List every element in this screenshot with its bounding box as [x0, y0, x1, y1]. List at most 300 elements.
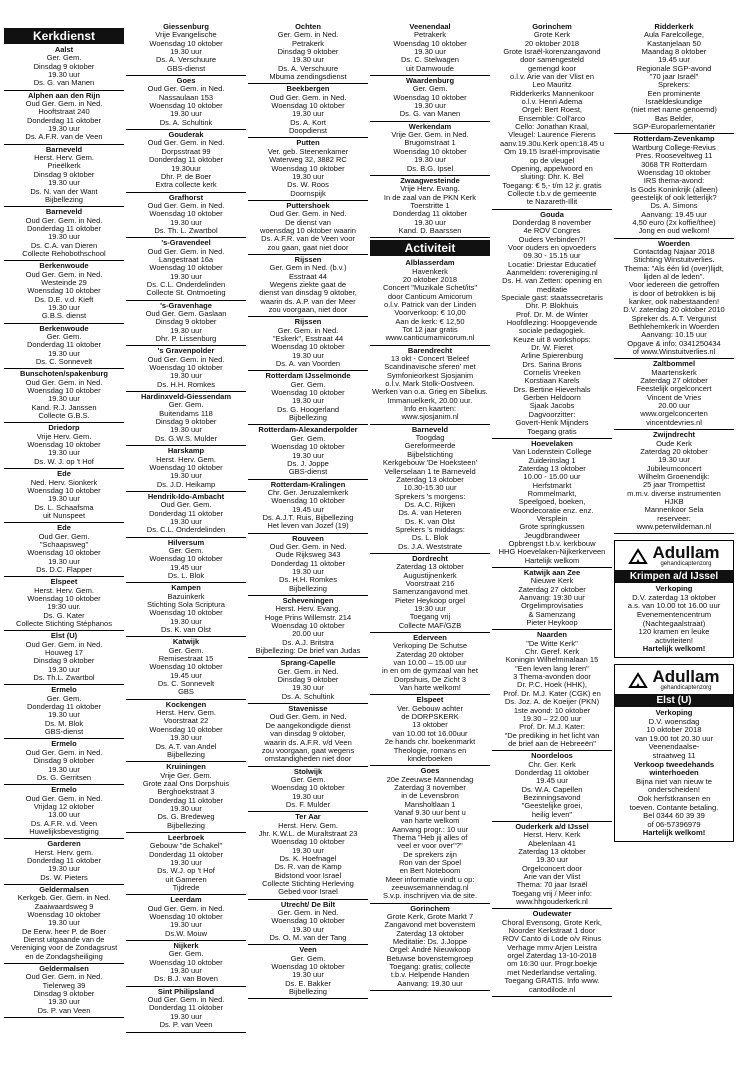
listing-line: Oud Ger. Gem. in Ned. [147, 201, 225, 210]
listing-line: 19.30 uur [292, 567, 324, 576]
listing-line: Hoofdlezing: Hoopgevende [506, 319, 598, 328]
listing-place: Elspeet [50, 577, 78, 587]
listing-line: Oud Ger. Gem. in Ned. [25, 100, 103, 109]
listing-line: Vrije Herv. Evang. [400, 185, 460, 194]
listing-line: Grote Kerk [533, 31, 571, 40]
listing-line: Petrakerk [413, 31, 447, 40]
listing-line: Ouders Verbinden?! [518, 235, 586, 244]
listing-line: Herst. Herv. Evang. [275, 605, 341, 614]
listing-line: Wartburg College-Revius [632, 143, 716, 152]
listing-line: 19.30 uur [48, 303, 80, 312]
listing-line: Herst. Herv. Gem. [34, 154, 94, 163]
listing-line: HHG Hoevelaken-Nijkerkerveen [498, 548, 606, 557]
listing-place: Barneveld [45, 207, 83, 217]
listing-line: Herst. Herv. Gem. [34, 586, 94, 595]
listing-line: Dinsdag 9 oktober [33, 990, 95, 999]
listing-line: Ds. R. van de Kamp [274, 863, 342, 872]
listing-line: Toegang GRATIS. Info www. [504, 977, 600, 986]
listing-place: Giessenburg [163, 22, 209, 31]
listing-line: Choral Evensong, Grote Kerk, [501, 918, 603, 927]
listing-line: SGP-Europarlementariër [632, 123, 716, 132]
listing-place: Garderen [47, 839, 81, 849]
listing-line: Ds. G.W.S. Mulder [154, 434, 218, 443]
listing-line: De Eerw. heer P. de Boer [21, 927, 107, 936]
listing-line: Dhr. P. Blokhuis [525, 302, 579, 311]
listing-line: Woensdag 10 oktober [149, 264, 223, 273]
listing-line: Sprekers: [657, 81, 691, 90]
listing-line: Vereniging voor de Zondagsrust [10, 944, 118, 953]
listing-line: Ds. A. Verschuure [277, 64, 339, 73]
listing-line: Dinsdag 9 oktober [277, 676, 339, 685]
ad-line: 120 kramen en leuke [638, 628, 710, 637]
listing-line: Zaterdag 27 oktober [518, 585, 586, 594]
listing-place: Elspeet [416, 695, 444, 705]
listing-line: Bethlehemkerk in Woerden [628, 323, 720, 332]
listing-line: ROV Canto di Lode o/v Rinus [502, 935, 602, 944]
listing-line: Vellerselaan 1 te Barneveld [384, 467, 476, 476]
listing-place: Gorinchem [410, 903, 450, 913]
column-5 [492, 22, 612, 997]
listing-line: Donderdag 11 oktober [26, 341, 102, 350]
listing-line: Mbuma zendingsdienst [269, 73, 347, 82]
listing-entry [248, 658, 368, 704]
listing-line: Ds. A.F.R. van de Veen [25, 133, 103, 142]
listing-place: Kruiningen [166, 762, 206, 772]
listing-line: Ds. K. van Olst [160, 626, 211, 635]
listing-entry [4, 885, 124, 964]
listing-line: Vrijdag 12 oktober [33, 802, 95, 811]
listing-line: Hoge Prins Willemstr. 214 [264, 613, 352, 622]
listing-line: Oud Ger. Gem. in Ned. [25, 216, 103, 225]
listing-line: Sprekers 's middags: [395, 525, 465, 534]
listing-line: Bas Belder, [654, 114, 694, 123]
column-1 [4, 45, 124, 1018]
listing-line: Toegang vrij / Meer info: [511, 889, 593, 898]
ad-line: Hartelijk welkom! [642, 829, 706, 838]
listing-entry [126, 583, 246, 637]
listing-line: Ds. G. Bredeweg [157, 813, 215, 822]
listing-entry [248, 767, 368, 813]
listing-line: geestelijk of ook letterlijk? [631, 193, 717, 202]
listing-entry [126, 193, 246, 239]
listing-line: Wilhelm Groenendijk: [638, 472, 710, 481]
listing-line: Ds. J. Joppe [287, 459, 329, 468]
listing-place: Naarden [536, 630, 567, 640]
listing-line: 19.45 uur [170, 563, 202, 572]
listing-line: van harte welkom [400, 817, 460, 826]
listing-entry [248, 425, 368, 479]
listing-entry [126, 492, 246, 538]
listing-line: Toerstritte 1 [410, 201, 450, 210]
listing-line: Ger. Gem. in Ned. [277, 326, 339, 335]
listing-line: Pieter Heykoop orgel [394, 596, 466, 605]
listing-line: Hooftstraat 240 [38, 108, 90, 117]
listing-line: Leo Mauritz [532, 81, 572, 90]
listing-line: Oude Kerk [656, 439, 692, 448]
listing-line: 19.30 uur [170, 921, 202, 930]
listing-entry [126, 238, 246, 300]
listing-line: Stichting Sola Scriptura [147, 601, 225, 609]
section-header-kerkdienst: Kerkdienst [4, 28, 124, 44]
ad-line: onderscheiden! [648, 786, 700, 795]
listing-entry [614, 239, 734, 360]
listing-line: Bijbellezing [289, 414, 327, 423]
column-6 [614, 22, 734, 842]
listing-line: 25 jaar Trompettist [642, 481, 706, 490]
listing-line: Zaterdag 3 november [394, 783, 466, 792]
listing-place: Geldermalsen [39, 964, 89, 974]
listing-line: Ds. L. Blok [411, 534, 449, 543]
listing-line: om 16:30 uur. Progr.boekje [506, 960, 598, 969]
listing-line: 2e hands chr. boekenmarkt [384, 738, 476, 747]
listing-line: Oud Ger. Gem. [160, 501, 212, 510]
listing-line: o.l.v. Arie van der Vlist en [509, 73, 595, 82]
listing-line: uit Damwoude [406, 64, 454, 73]
listing-line: Feestelijk orgelconcert [636, 385, 712, 394]
listing-line: Collecte MAF/GZB [398, 621, 462, 630]
adullam-advertisement [614, 664, 734, 842]
listing-line: 19.30 uur [48, 233, 80, 242]
listing-line: Woensdag 10 oktober [149, 958, 223, 967]
listing-line: Is Gods Koninkrijk (alleen) [630, 185, 718, 194]
listing-line: door Canticum Amicorum [387, 292, 473, 301]
listing-line: Oud Ger. Gem. in Ned. [147, 85, 225, 94]
listing-line: Dinsdag 9 oktober [33, 757, 95, 766]
listing-place: Scheveningen [282, 596, 334, 605]
listing-line: Ds. G. van Manen [399, 110, 461, 119]
listing-line: en de Zondagsheiliging [25, 952, 103, 961]
listing-line: Van harte welkom! [399, 684, 461, 693]
listing-place: Nijkerk [173, 941, 199, 951]
listing-line: Ger. Gem. [290, 380, 326, 389]
listing-entry [4, 145, 124, 207]
listing-line: m.m.v. diverse instrumenten [627, 489, 721, 498]
listing-place: Aalst [54, 45, 74, 54]
listing-line: Augustijnenkerk [403, 571, 457, 580]
listing-entry [126, 833, 246, 895]
listing-place: Kampen [171, 583, 201, 593]
listing-entry [370, 425, 490, 554]
listing-line: Petrakerk [291, 39, 325, 48]
listing-line: 10.00 - 15.00 uur [523, 473, 581, 482]
listing-place: Sint Philipsland [157, 986, 215, 996]
listing-line: Donderdag 11 oktober [148, 1004, 224, 1013]
listing-line: Ds. M. Blok [44, 719, 84, 728]
listing-line: Oud Ger. Gem. in Ned. [25, 640, 103, 649]
listing-entry [370, 766, 490, 904]
listing-line: Locatie: Driestar Educatief [508, 260, 596, 269]
listing-line: Dorpsstraat 99 [161, 147, 211, 156]
section-header-activiteit: Activiteit [370, 240, 490, 256]
listing-line: Ger. Gem. [168, 546, 204, 555]
listing-line: 20e Zeeuwse Mannendag [386, 775, 474, 784]
listing-line: Korstiaan Karels [524, 377, 580, 386]
listing-line: Bidstond voor Israel [274, 871, 342, 880]
listing-line: Woensdag 10 oktober [149, 663, 223, 672]
listing-line: Dr. P.C. Hoek (HHK), [517, 681, 587, 690]
listing-line: GBS [178, 688, 194, 697]
listing-line: Ds. A. Simons [650, 202, 698, 211]
listing-line: 19.30 uur [292, 684, 324, 693]
listing-entry [492, 568, 612, 630]
listing-line: Ds. A. Verschuure [155, 56, 217, 65]
listing-place: Barneveld [45, 144, 83, 154]
column-2 [126, 22, 246, 1033]
listing-line: Chr. Geref. Kerk [524, 648, 580, 657]
listing-line: GBS-dienst [166, 64, 206, 73]
listing-place: Hardinxveld-Giessendam [140, 392, 232, 402]
listing-place: Zwaagwesteinde [400, 175, 460, 185]
listing-line: Ds. C.L. Onderdelinden [146, 280, 226, 289]
listing-entry [248, 371, 368, 425]
listing-line: Woensdag 10 oktober [271, 838, 345, 847]
listing-line: Ds. G. van Manen [33, 79, 95, 88]
ad-line: toeven. Contante betaling. [629, 803, 719, 812]
listing-line: Zaterdag 13 oktober [396, 475, 464, 484]
listing-line: Bijbellezing [289, 584, 327, 593]
listing-line: 4,50 euro (2x koffie/thee) [632, 218, 716, 227]
listing-line: Dagvoorzitter: [528, 410, 576, 419]
listing-line: Ds. B.G. Ipsel [406, 164, 454, 173]
listing-line: Jubileumconcert [646, 464, 702, 473]
listing-entry [126, 895, 246, 941]
listing-line: Concert "Muzikale Schet/its" [382, 284, 478, 293]
listing-line: Collecte St. Ontmoeting [146, 289, 226, 298]
listing-line: Ds. A. Kort [290, 118, 326, 127]
listing-line: Donderdag 11 oktober [26, 703, 102, 712]
listing-line: De aangekondigde dienst [265, 721, 351, 730]
listing-line: Prof. Dr. M. de Winter [515, 310, 589, 319]
listing-line: 20.00 uur [658, 402, 690, 411]
listing-place: Ter Aar [295, 812, 321, 822]
listing-line: Buitendams 118 [159, 409, 213, 418]
listing-line: D.V. zaterdag 20 oktober 2010 [623, 306, 725, 315]
listing-line: kanker, ook nabestaanden! [628, 298, 720, 306]
listing-line: Donderdag 11 oktober [392, 210, 468, 219]
listing-line: Ds. H.H. Romkes [279, 576, 337, 585]
listing-line: veel er voor over"?" [397, 842, 463, 851]
listing-line: Zaterdag 20 oktober [640, 447, 708, 456]
listing-place: Leerbroek [167, 832, 205, 842]
listing-place: Utrecht/ De Bilt [280, 899, 336, 909]
listing-entry [614, 134, 734, 238]
listing-entry [126, 392, 246, 446]
listing-line: 19.30 uur [48, 998, 80, 1007]
listing-entry [126, 700, 246, 762]
listing-line: Woensdag 10 oktober [149, 555, 223, 564]
listing-line: Woensdag 10 oktober [393, 39, 467, 48]
listing-entry [370, 258, 490, 345]
listing-line: Collecte Stichting Herleving [262, 880, 354, 888]
listing-entry [248, 704, 368, 766]
listing-line: Dinsdag 9 oktober [33, 657, 95, 666]
listing-line: Kastanjelaan 50 [647, 39, 701, 48]
house-icon [628, 548, 648, 564]
listing-line: Meditatie: Ds. J.Joppe [392, 938, 468, 947]
listing-line: in en om de gymzaal van het [382, 667, 478, 676]
listing-line: Grote Israël-korenzangavond [503, 48, 601, 57]
listing-line: 19:30 uur. [47, 603, 81, 612]
listing-line: Donderdag 11 oktober [514, 768, 590, 777]
ad-line: a.s. van 10.00 tot 16.00 uur [627, 602, 721, 611]
listing-line: Arie van der Vlist [523, 873, 581, 882]
listing-line: 13.00 uur [48, 811, 80, 820]
listing-line: Dinsdag 9 oktober [155, 418, 217, 427]
listing-line: 19.30 – 22.00 uur [522, 714, 582, 723]
listing-line: Ds. W. Roos [287, 181, 329, 190]
listing-line: Zaterdag 13 oktober [396, 563, 464, 572]
listing-place: Stolwijk [293, 766, 323, 776]
listing-entry [4, 469, 124, 523]
listing-line: Bijbellezing: De brief van Judas [255, 647, 361, 656]
listing-place: Zwijndrecht [652, 430, 696, 440]
listing-place: Veenendaal [409, 22, 451, 31]
listing-entry [126, 941, 246, 987]
listing-line: Ger. Gem. [290, 434, 326, 443]
adullam-logo [617, 544, 731, 568]
listing-line: Woensdag 10 oktober [393, 147, 467, 156]
listing-line: zeeuwsemannendag.nl [391, 884, 469, 892]
listing-entry [4, 785, 124, 839]
listing-line: Woensdag 10 oktober [27, 594, 101, 603]
listing-place: Ochten [295, 22, 321, 31]
listing-place: Gorinchem [532, 22, 572, 31]
listing-place: Werkendam [408, 121, 452, 131]
listing-entry [4, 207, 124, 261]
listing-line: Woensdag 10 oktober [27, 549, 101, 558]
listing-place: Elst (U) [50, 631, 78, 641]
listing-line: 19.30 uur [292, 351, 324, 360]
listing-entry [248, 480, 368, 534]
listing-line: Woensdag 10 oktober [149, 364, 223, 373]
listing-place: Ede [57, 469, 71, 479]
listing-line: Meer informatie vindt u op: [385, 875, 475, 884]
listing-line: Oud Ger. Gem. in Ned. [25, 748, 103, 757]
listing-place: Hilversum [167, 537, 205, 547]
listing-line: Vrije Ger. Gem. in Ned. [391, 131, 469, 140]
listing-line: Toegang: gratis; collecte [389, 963, 471, 972]
listing-line: Woensdag 10 oktober [27, 387, 101, 396]
listing-line: Woensdag 10 oktober [149, 210, 223, 219]
listing-entry [126, 987, 246, 1033]
listing-line: Collecte t.b.v de gemeente [507, 189, 597, 198]
listing-line: 19.45 uur [170, 671, 202, 680]
listing-place: Rotterdam-Zevenkamp [633, 134, 715, 144]
listing-line: omstandigheden niet door [264, 755, 352, 764]
listing-line: 19.30 uur [170, 110, 202, 119]
listing-line: 19.30 uur [170, 272, 202, 281]
listing-entry [126, 22, 246, 76]
listing-line: "Een leven lang leren" [515, 664, 589, 673]
listing-line: Ds. P. van Veen [37, 1006, 91, 1015]
listing-line: Arline Spierenburg [520, 352, 584, 361]
listing-line: Ger. Gem. [412, 85, 448, 94]
listing-line: Orgel: André Nieuwkoop [389, 946, 471, 955]
listing-line: Toogdag [415, 434, 445, 443]
listing-line: Cornelis Vreeken [523, 369, 581, 378]
listing-line: Woensdag 10 oktober [271, 963, 345, 972]
column-4 [370, 22, 490, 991]
listing-line: Ger. Gem in Ned. (b.v.) [269, 264, 347, 273]
listing-entry [4, 685, 124, 739]
listing-line: Een prominente [647, 89, 701, 98]
listing-line: Ds. W.J. op 't Hof [157, 867, 215, 876]
listing-line: Ds. A.F.R. v.d. Veen [30, 819, 98, 828]
listing-line: Houweg 17 [45, 649, 83, 658]
listing-line: Bijbellezing [167, 750, 205, 759]
listing-line: 1ste avond: 10 oktober [513, 706, 591, 715]
listing-line: Woensdag 10 oktober [149, 463, 223, 472]
listing-line: Woensdag 10 oktober [271, 389, 345, 398]
listing-line: De dienst van [285, 218, 331, 227]
listing-line: Aanvang: 19.30 uur [397, 979, 463, 988]
listing-line: 19.30 uur [48, 919, 80, 928]
listing-line: Remisestraat 15 [158, 655, 214, 664]
listing-line: Ds. A.F.R. van de Veen voor [261, 235, 355, 244]
listing-line: Noorder Kerkstraat 1 door [508, 927, 596, 936]
listing-line: Ds. J.D. Heikamp [156, 480, 216, 489]
listing-line: www.hhgouderkerk.nl [516, 898, 588, 907]
listing-line: Ds. W. Pieters [40, 873, 88, 882]
listing-line: Info en kaarten: [403, 405, 457, 414]
listing-line: Woensdag 10 oktober [27, 486, 101, 495]
listing-line: Bijbellezing [45, 195, 83, 204]
listing-line: Collecte G.B.S. [38, 412, 90, 421]
listing-line: Rommelmarkt, [527, 489, 577, 498]
listing-entry [370, 554, 490, 633]
listing-line: dienst van dinsdag 9 oktober, [259, 289, 357, 298]
ad-line: Veenendaalse- [648, 743, 700, 752]
listing-entry [4, 369, 124, 423]
listing-line: 19.30 uur [292, 925, 324, 934]
listing-line: (niet met name genoemd) [631, 106, 717, 115]
listing-line: Orgelimprovisaties [520, 602, 584, 611]
listing-line: Ds. A.T. van Andel [155, 742, 217, 751]
listing-entry [126, 446, 246, 492]
listing-line: Israëldeskundige [645, 98, 703, 107]
listing-line: Oud Ger. Gem. in Ned. [25, 794, 103, 803]
listing-place: Driedorp [48, 423, 80, 433]
listing-line: Orgelconcert door [521, 864, 583, 873]
listing-entry [370, 695, 490, 766]
listing-place: Ederveen [413, 633, 447, 643]
listing-line: Symfonieorkest Sjosjanim [386, 371, 474, 380]
listing-entry [492, 22, 612, 210]
listing-line: Donderdag 11 oktober [270, 559, 346, 568]
listing-entry [126, 76, 246, 130]
listing-line: Herst. Herv. Kerk [523, 831, 581, 840]
listing-line: Prof. Dr. M.J. Kater: [519, 723, 585, 732]
listing-line: Dinsdag 9 oktober [277, 48, 339, 57]
listing-line: Oud Ger. Gem. [38, 532, 90, 541]
listing-line: Drs. Sarina Brons [522, 360, 582, 369]
listing-line: sluiting: Dhr. K. Bel [520, 173, 584, 182]
listing-line: Woensdag 10 oktober [271, 164, 345, 173]
listing-line: 3068 TR Rotterdam [641, 160, 707, 169]
ad-line: Verkoop tweedehands [633, 760, 715, 769]
listing-line: Bijbellezing [289, 988, 327, 997]
listing-line: Dhr. P. Lissenburg [155, 335, 217, 344]
listing-line: Herst. Herv. Gem. [278, 821, 338, 830]
adullam-advertisement [614, 540, 734, 658]
listing-line: Ds. Th.L. Zwartbol [33, 674, 95, 683]
listing-line: Aanvang: 19:30 uur [519, 594, 585, 603]
listing-line: Ds. G. Gerritsen [36, 773, 92, 782]
listing-entry [370, 76, 490, 122]
listing-line: Donderdag 11 oktober [148, 850, 224, 859]
listing-line: Herst. Herv. Gem. [156, 709, 216, 718]
listing-line: Ds. L. Schaafsma [34, 503, 94, 512]
